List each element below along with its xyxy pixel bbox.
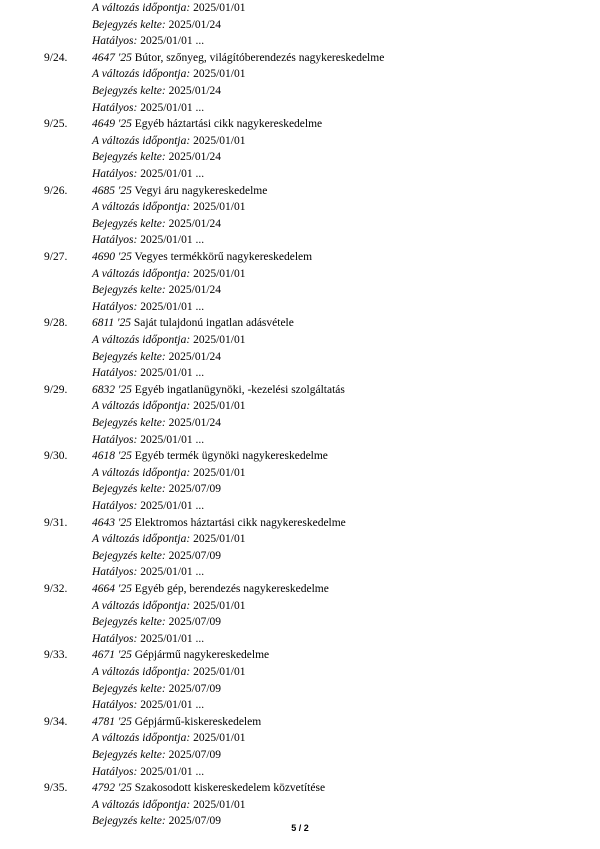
activity-code: 4664 '25 [92,583,132,595]
activity-line [92,315,294,331]
change-time-value: 2025/01/01 [193,400,246,413]
effective-label: Hatályos: [92,35,138,48]
effective-label: Hatályos: [92,566,138,579]
entry-number-text: 9/33. [44,649,68,662]
activity-line [92,50,384,66]
change-time-line [92,531,245,547]
effective-line [92,232,204,248]
entry-date-line [92,149,221,165]
effective-label: Hatályos: [92,367,138,380]
activity-name: Egyéb gép, berendezés nagykereskedelme [134,583,329,595]
activity-name: Saját tulajdonú ingatlan adásvétele [133,317,294,330]
effective-value: 2025/01/01 ... [140,699,205,712]
activity-code: 4649 '25 [92,118,132,131]
entry-number [44,315,67,331]
effective-line [92,564,204,580]
effective-label: Hatályos: [92,101,138,114]
effective-label: Hatályos: [92,500,138,512]
change-time-line [92,598,245,614]
effective-line [92,166,204,182]
change-time-label: A változás időpontja: [92,68,191,81]
entry-date-line [92,747,221,763]
entry-number [44,382,67,398]
change-time-line [92,133,245,149]
effective-value: 2025/01/01 ... [140,566,205,579]
activity-code: 4647 '25 [92,51,132,64]
activity-code: 6832 '25 [92,383,132,396]
entry-number [44,714,67,730]
effective-value: 2025/01/01 ... [140,632,205,645]
activity-code: 4643 '25 [92,516,132,529]
entry-date-line [92,349,221,365]
change-time-value: 2025/01/01 [193,267,246,280]
change-time-label: A változás időpontja: [92,599,191,612]
activity-line [92,448,328,464]
entry-number-text: 9/35. [44,782,68,795]
change-time-label: A változás időpontja: [92,798,191,811]
entry-number-text: 9/26. [44,184,68,197]
entry-number-text: 9/29. [44,383,68,396]
entry-date-label: Bejegyzés kelte: [92,749,166,761]
change-time-label: A változás időpontja: [92,533,191,546]
entry-date-value: 2025/07/09 [168,549,222,562]
entry-number [44,780,67,796]
change-time-value: 2025/01/01 [193,666,246,678]
activity-name: Bútor, szőnyeg, világítóberendezés nagykereskedelme [134,51,385,64]
entry-date-label: Bejegyzés kelte: [92,151,166,164]
effective-value: 2025/01/01 ... [140,35,205,48]
change-time-line [92,0,245,16]
activity-code: 4685 '25 [92,184,132,197]
entry-date-value: 2025/01/24 [168,350,222,363]
effective-line [92,299,204,315]
entry-date-label: Bejegyzés kelte: [92,616,166,629]
effective-label: Hatályos: [92,234,138,247]
entry-date-value: 2025/07/09 [168,815,222,828]
entry-number-text: 9/25. [44,118,68,131]
change-time-label: A változás időpontja: [92,134,191,147]
entry-number [44,249,67,265]
activity-code: 4690 '25 [92,251,132,263]
change-time-line [92,199,245,215]
change-time-value: 2025/01/01 [193,68,246,81]
entry-date-label: Bejegyzés kelte: [92,217,166,230]
effective-label: Hatályos: [92,632,138,645]
activity-line [92,183,267,199]
activity-line [92,116,322,132]
entry-number-text: 9/28. [44,317,68,330]
entry-number [44,50,67,66]
change-time-label: A változás időpontja: [92,267,191,280]
activity-line [92,249,312,265]
activity-name: Vegyes termékkörű nagykereskedelem [134,251,313,263]
entry-date-label: Bejegyzés kelte: [92,284,166,297]
change-time-label: A változás időpontja: [92,666,191,678]
entry-number-text: 9/34. [44,715,68,728]
change-time-line [92,730,245,746]
change-time-value: 2025/01/01 [193,334,246,346]
entry-number [44,183,67,199]
change-time-line [92,797,245,813]
effective-line [92,100,204,116]
activity-line [92,515,346,531]
activity-code: 4781 '25 [92,715,132,728]
entry-date-label: Bejegyzés kelte: [92,682,166,695]
change-time-line [92,664,245,680]
entry-date-line [92,481,221,497]
activity-line [92,382,345,398]
entry-date-label: Bejegyzés kelte: [92,18,166,31]
change-time-line [92,332,245,348]
entry-date-value: 2025/01/24 [168,151,222,164]
change-time-line [92,398,245,414]
entry-date-value: 2025/01/24 [168,18,222,31]
entry-number [44,515,67,531]
effective-value: 2025/01/01 ... [140,300,205,313]
change-time-label: A változás időpontja: [92,334,191,346]
effective-label: Hatályos: [92,699,138,712]
entry-date-line [92,548,221,564]
entry-date-line [92,415,221,431]
activity-line [92,647,269,663]
effective-line [92,631,204,647]
entry-number-text: 9/30. [44,450,68,463]
activity-name: Vegyi áru nagykereskedelme [134,184,268,197]
entry-date-value: 2025/01/24 [168,85,222,97]
change-time-label: A változás időpontja: [92,400,191,413]
change-time-line [92,66,245,82]
activity-line [92,581,329,597]
effective-value: 2025/01/01 ... [140,101,205,114]
effective-line [92,432,204,448]
effective-value: 2025/01/01 ... [140,500,205,512]
page-number: 5 / 2 [291,823,309,833]
entry-date-line [92,216,221,232]
entry-date-line [92,681,221,697]
effective-line [92,33,204,49]
entry-date-line [92,83,221,99]
entry-date-value: 2025/07/09 [168,749,222,761]
entry-date-label: Bejegyzés kelte: [92,417,166,429]
activity-name: Gépjármű-kiskereskedelem [134,715,262,728]
entry-date-label: Bejegyzés kelte: [92,85,166,97]
entry-number [44,448,67,464]
effective-value: 2025/01/01 ... [140,367,205,380]
entry-number [44,581,67,597]
entry-number [44,116,67,132]
effective-label: Hatályos: [92,300,138,313]
entry-number [44,647,67,663]
change-time-line [92,266,245,282]
activity-name: Egyéb háztartási cikk nagykereskedelme [134,118,323,131]
entry-date-label: Bejegyzés kelte: [92,815,166,828]
entry-date-line [92,614,221,630]
entry-date-label: Bejegyzés kelte: [92,483,166,496]
change-time-value: 2025/01/01 [193,2,246,14]
change-time-label: A változás időpontja: [92,732,191,745]
effective-value: 2025/01/01 ... [140,765,205,778]
change-time-label: A változás időpontja: [92,466,191,479]
entry-date-value: 2025/07/09 [168,682,222,695]
effective-value: 2025/01/01 ... [140,433,205,446]
activity-line [92,780,325,796]
effective-line [92,697,204,713]
change-time-line [92,465,245,481]
change-time-value: 2025/01/01 [193,134,246,147]
change-time-value: 2025/01/01 [193,201,246,214]
entry-number-text: 9/31. [44,516,68,529]
change-time-value: 2025/01/01 [193,732,246,745]
effective-line [92,365,204,381]
entry-date-label: Bejegyzés kelte: [92,350,166,363]
activity-name: Elektromos háztartási cikk nagykereskedelme [134,516,346,529]
effective-label: Hatályos: [92,765,138,778]
activity-code: 4792 '25 [92,782,132,795]
effective-label: Hatályos: [92,433,138,446]
entry-number-text: 9/32. [44,583,68,595]
change-time-label: A változás időpontja: [92,201,191,214]
effective-value: 2025/01/01 ... [140,234,205,247]
activity-name: Egyéb termék ügynöki nagykereskedelme [134,450,328,463]
activity-name: Gépjármű nagykereskedelme [134,649,270,662]
activity-line [92,714,261,730]
entry-date-label: Bejegyzés kelte: [92,549,166,562]
entry-date-line [92,17,221,33]
change-time-label: A változás időpontja: [92,2,191,14]
entry-date-value: 2025/01/24 [168,284,222,297]
entry-number-text: 9/24. [44,51,68,64]
entry-date-value: 2025/07/09 [168,483,222,496]
activity-code: 4618 '25 [92,450,132,463]
activity-name: Szakosodott kiskereskedelem közvetítése [134,782,326,795]
entry-date-line [92,282,221,298]
entry-number-text: 9/27. [44,251,68,263]
effective-label: Hatályos: [92,168,138,180]
effective-line [92,498,204,514]
change-time-value: 2025/01/01 [193,466,246,479]
change-time-value: 2025/01/01 [193,533,246,546]
activity-code: 6811 '25 [92,317,131,330]
effective-value: 2025/01/01 ... [140,168,205,180]
effective-line [92,764,204,780]
change-time-value: 2025/01/01 [193,798,246,811]
entry-date-value: 2025/07/09 [168,616,222,629]
entry-date-value: 2025/01/24 [168,217,222,230]
change-time-value: 2025/01/01 [193,599,246,612]
activity-code: 4671 '25 [92,649,132,662]
entry-date-value: 2025/01/24 [168,417,222,429]
activity-name: Egyéb ingatlanügynöki, -kezelési szolgáltatás [134,383,345,396]
